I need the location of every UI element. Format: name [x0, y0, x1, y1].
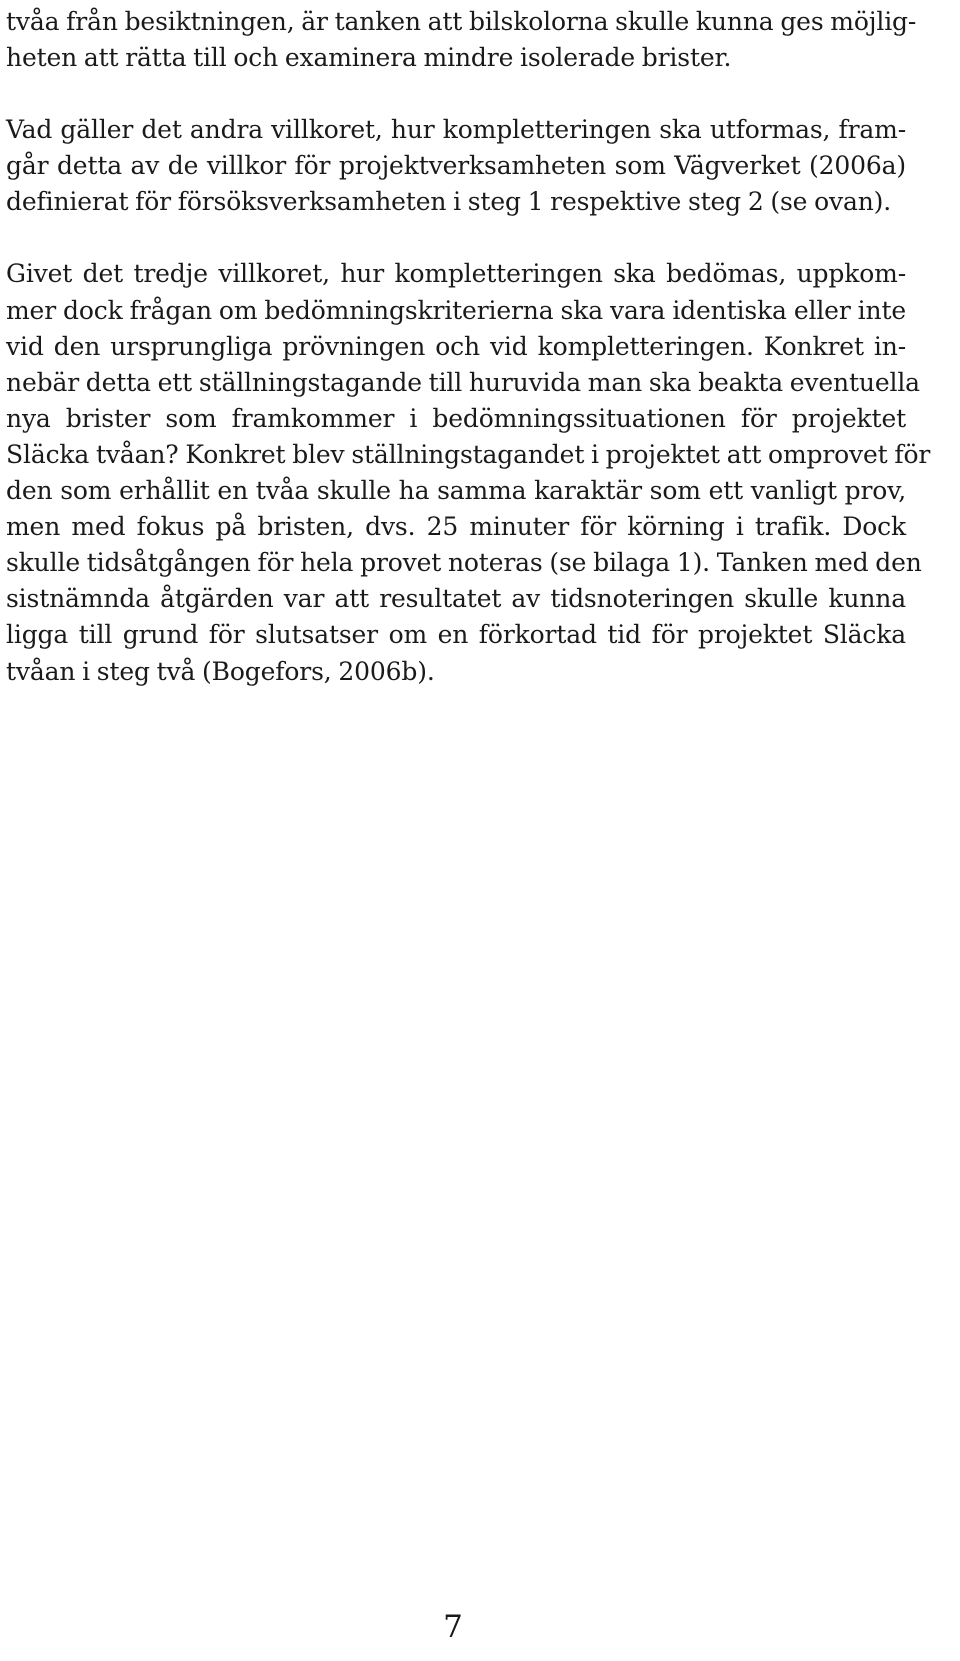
- paragraph-1: [6, 4, 917, 76]
- text-line: Givet det tredje villkoret, hur kompletteringen ska bedömas, uppkom-: [6, 259, 906, 289]
- text-line: skulle tidsåtgången för hela provet noteras (se bilaga 1). Tanken med den: [6, 548, 922, 578]
- text-line: den som erhållit en tvåa skulle ha samma karaktär som ett vanligt prov,: [6, 476, 906, 506]
- text-line: sistnämnda åtgärden var att resultatet av tidsnoteringen skulle kunna: [6, 584, 906, 614]
- text-line: definierat för försöksverksamheten i steg 1 respektive steg 2 (se ovan).: [6, 187, 892, 217]
- text-line: tvåan i steg två (Bogefors, 2006b).: [6, 656, 435, 686]
- text-line: mer dock frågan om bedömningskriterierna ska vara identiska eller inte: [6, 295, 906, 325]
- text-line: nebär detta ett ställningstagande till huruvida man ska beakta eventuella: [6, 367, 920, 397]
- text-line: men med fokus på bristen, dvs. 25 minuter för körning i trafik. Dock: [6, 512, 906, 542]
- text-line: tvåa från besiktningen, är tanken att bilskolorna skulle kunna ges möjlig-: [6, 7, 917, 36]
- text-line: nya brister som framkommer i bedömningssituationen för projektet: [6, 403, 906, 433]
- text-line: vid den ursprungliga prövningen och vid kompletteringen. Konkret in-: [6, 331, 906, 361]
- paragraph-3: [6, 256, 931, 689]
- page-number: 7: [443, 1609, 463, 1645]
- text-line: Vad gäller det andra villkoret, hur kompletteringen ska utformas, fram-: [6, 115, 906, 145]
- page-body: [6, 4, 931, 690]
- text-line: Släcka tvåan? Konkret blev ställningstagandet i projektet att omprovet för: [6, 439, 931, 469]
- text-line: heten att rätta till och examinera mindre isolerade brister.: [6, 43, 732, 73]
- paragraph-2: [6, 112, 906, 220]
- text-line: ligga till grund för slutsatser om en förkortad tid för projektet Släcka: [6, 620, 906, 650]
- text-line: går detta av de villkor för projektverksamheten som Vägverket (2006a): [6, 151, 906, 181]
